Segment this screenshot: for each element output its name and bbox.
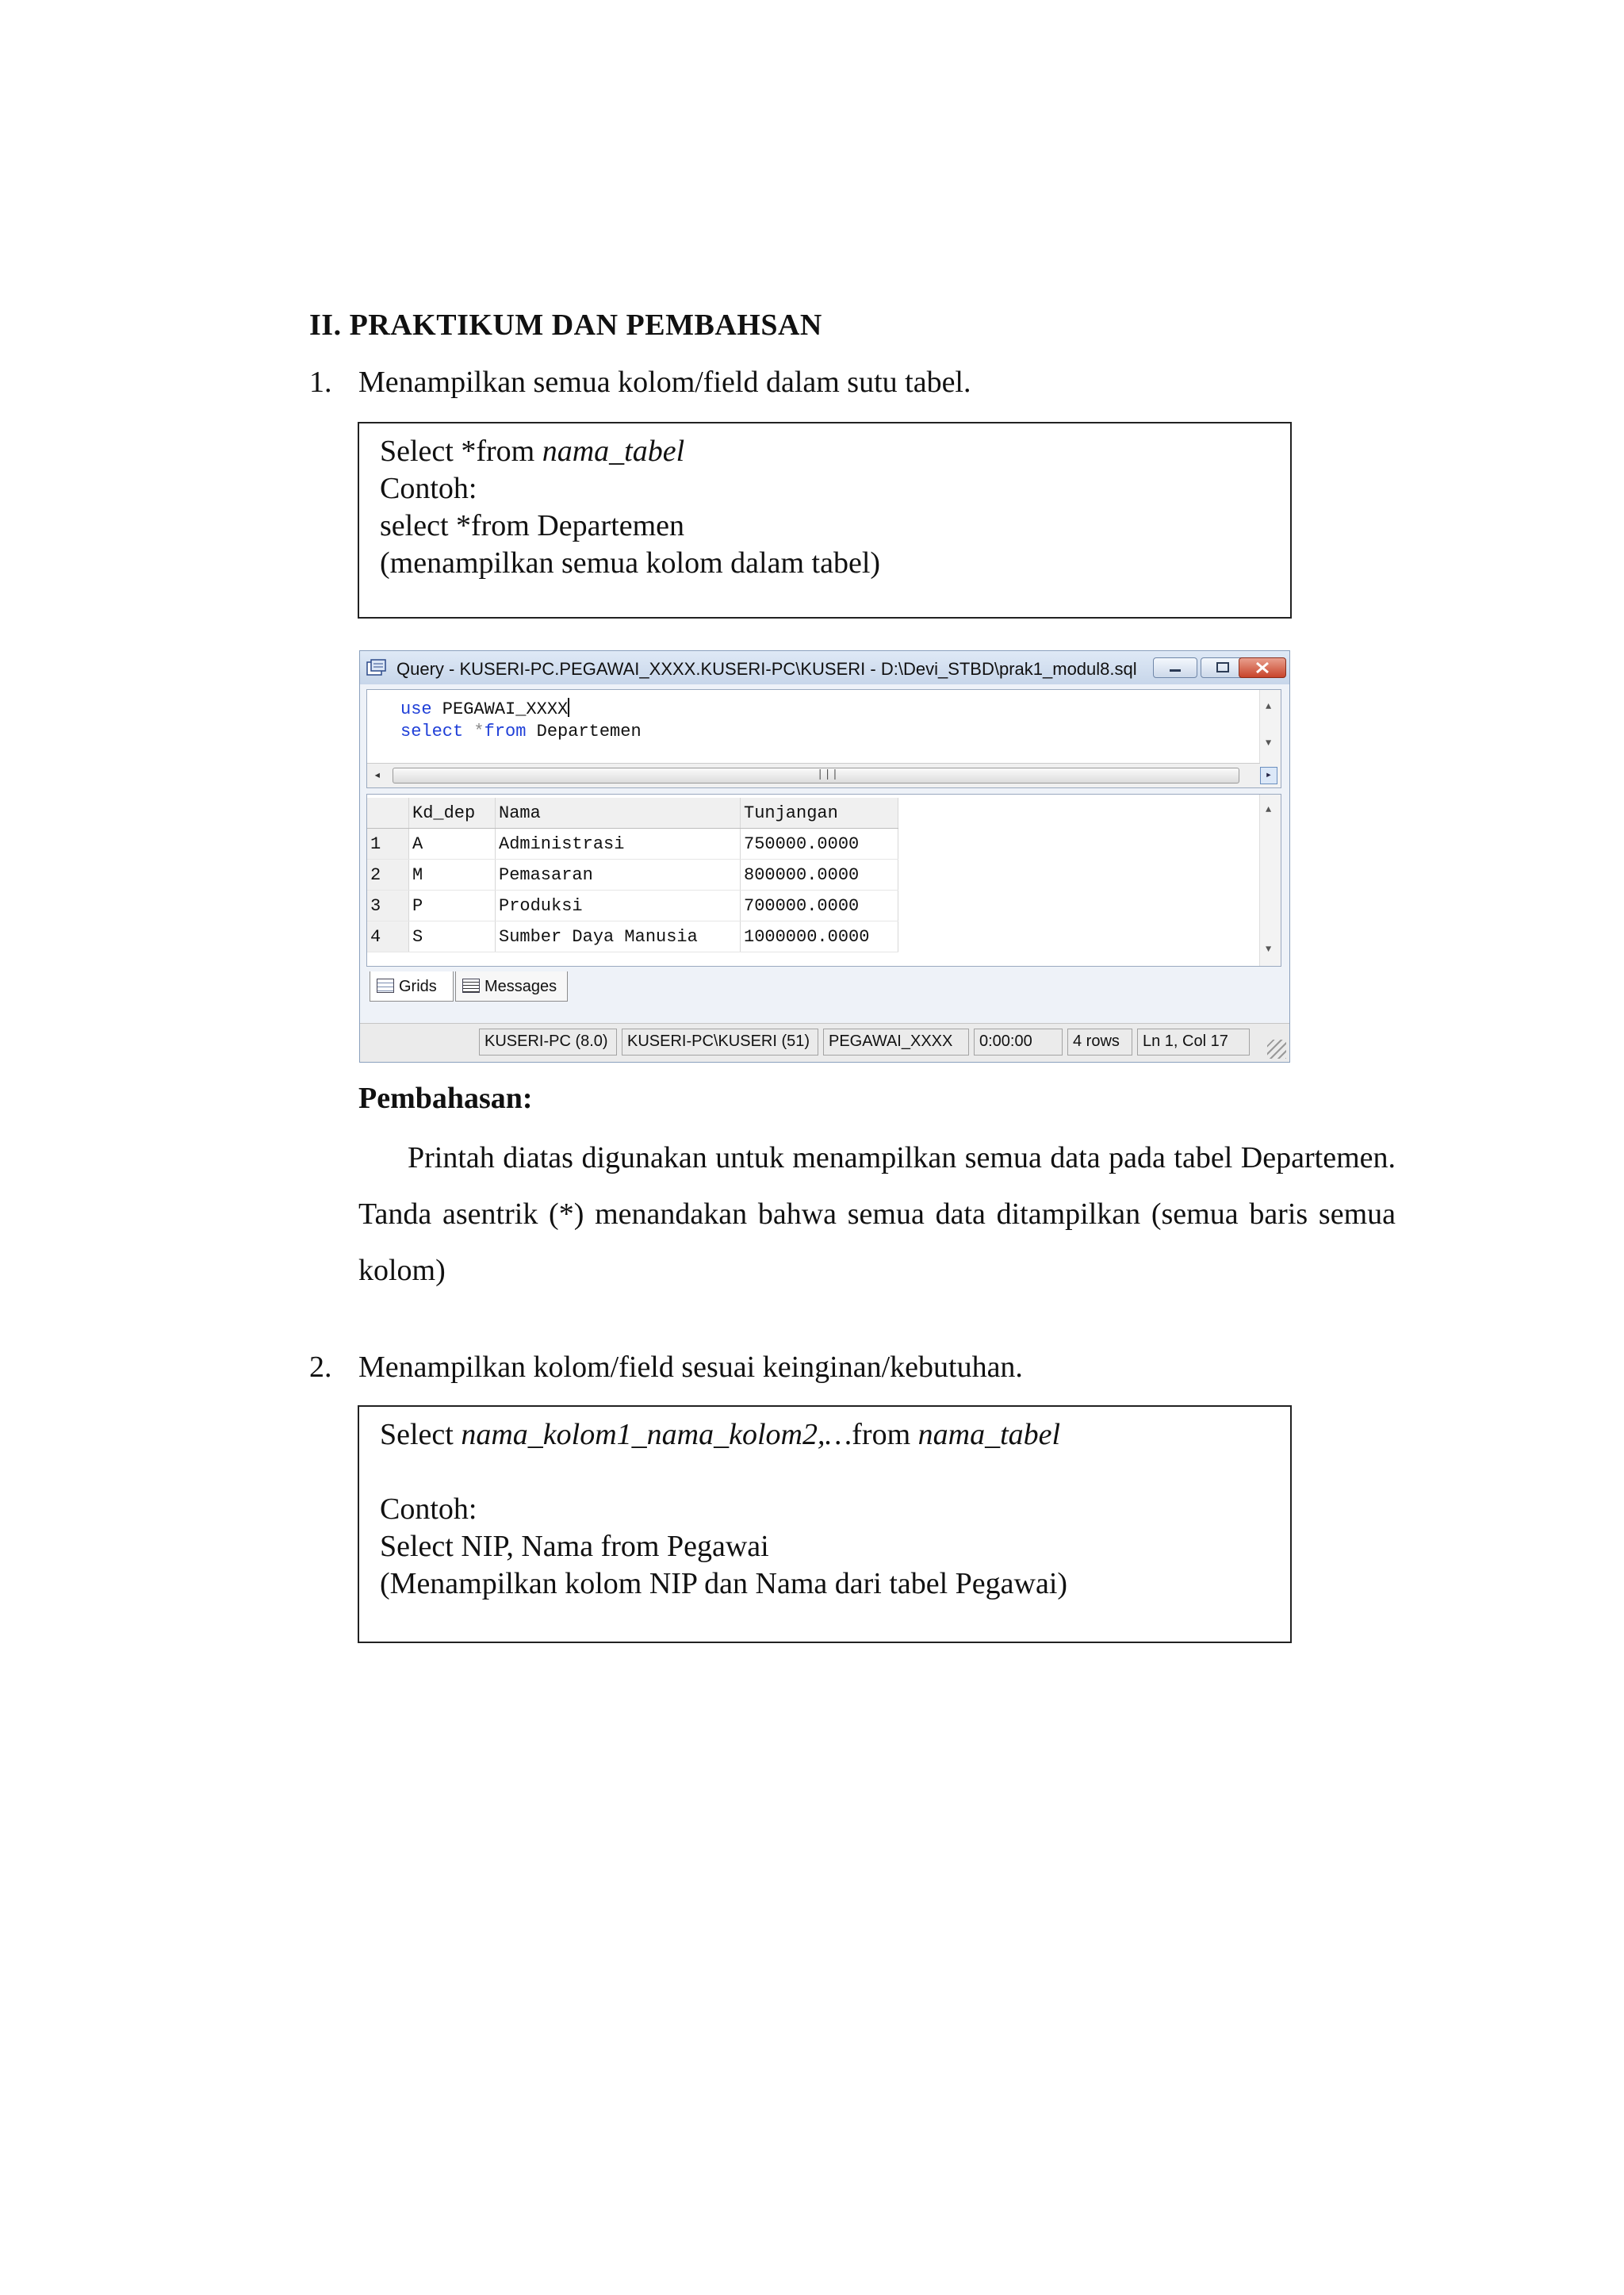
results-grid[interactable] (366, 794, 1281, 967)
minimize-button[interactable] (1153, 657, 1197, 678)
results-table (367, 798, 898, 952)
table-row[interactable] (367, 829, 898, 860)
grip-icon: ||| (817, 768, 840, 781)
table-header-row (367, 798, 898, 829)
example-label: Contoh: (380, 472, 477, 505)
keyword-from: from (484, 722, 527, 741)
keyword-use: use (400, 699, 432, 719)
list-number: 2. (309, 1351, 332, 1384)
close-button[interactable] (1239, 657, 1286, 678)
maximize-icon (1201, 658, 1244, 677)
status-bar (360, 1023, 1289, 1062)
example-query: select *from Departemen (380, 509, 685, 542)
syntax-placeholder: nama_tabel (917, 1418, 1061, 1451)
scroll-left-icon[interactable]: ◂ (373, 768, 381, 783)
list-text: Menampilkan kolom/field sesuai keinginan/kebutuhan. (358, 1351, 1023, 1384)
syntax-text: Select *from (380, 435, 542, 468)
syntax-text: from (852, 1418, 918, 1451)
status-server: KUSERI-PC (8.0) (479, 1029, 617, 1056)
cell-tunjangan[interactable]: 800000.0000 (741, 860, 898, 891)
column-header[interactable]: Kd_dep (409, 798, 496, 829)
grid-vertical-scrollbar[interactable] (1259, 795, 1281, 966)
example-label: Contoh: (380, 1492, 477, 1526)
cell-tunjangan[interactable]: 750000.0000 (741, 829, 898, 860)
status-elapsed-time: 0:00:00 (974, 1029, 1063, 1056)
cell-kd-dep[interactable]: S (409, 921, 496, 952)
text-cursor (568, 698, 569, 717)
sql-editor[interactable] (366, 689, 1281, 788)
table-row[interactable] (367, 860, 898, 891)
scroll-right-icon[interactable]: ▸ (1260, 767, 1277, 784)
grid-icon (377, 979, 394, 993)
list-text: Menampilkan semua kolom/field dalam sutu tabel. (358, 366, 971, 399)
section-heading: II. PRAKTIKUM DAN PEMBAHSAN (309, 308, 822, 342)
status-user: KUSERI-PC\KUSERI (51) (622, 1029, 818, 1056)
row-number: 1 (367, 829, 409, 860)
scroll-down-icon[interactable]: ▼ (1266, 944, 1272, 955)
scroll-up-icon[interactable]: ▲ (1266, 804, 1272, 815)
table-name: Departemen (526, 722, 642, 741)
status-cursor-position: Ln 1, Col 17 (1137, 1029, 1250, 1056)
cell-nama[interactable]: Sumber Daya Manusia (496, 921, 741, 952)
keyword-select: select (400, 722, 464, 741)
cell-tunjangan[interactable]: 700000.0000 (741, 891, 898, 921)
cell-kd-dep[interactable]: M (409, 860, 496, 891)
column-header[interactable]: Nama (496, 798, 741, 829)
scroll-down-icon[interactable]: ▼ (1266, 738, 1272, 749)
scrollbar-thumb[interactable] (393, 768, 1239, 784)
cell-kd-dep[interactable]: P (409, 891, 496, 921)
cell-kd-dep[interactable]: A (409, 829, 496, 860)
resize-grip-icon[interactable] (1267, 1040, 1286, 1059)
cell-nama[interactable]: Produksi (496, 891, 741, 921)
syntax-box-2 (358, 1405, 1292, 1643)
discussion-title: Pembahasan: (358, 1082, 533, 1115)
syntax-line (380, 1416, 1290, 1454)
table-row[interactable] (367, 921, 898, 952)
tab-label: Grids (399, 978, 437, 995)
syntax-line (380, 433, 1290, 470)
cell-tunjangan[interactable]: 1000000.0000 (741, 921, 898, 952)
row-number: 2 (367, 860, 409, 891)
blank-line (380, 1454, 1290, 1491)
status-database: PEGAWAI_XXXX (823, 1029, 969, 1056)
tab-messages[interactable] (455, 971, 568, 1002)
row-number-header (367, 798, 409, 829)
example-query: Select NIP, Nama from Pegawai (380, 1530, 769, 1563)
editor-horizontal-scrollbar[interactable] (367, 763, 1273, 787)
syntax-text: Select (380, 1418, 462, 1451)
list-number: 1. (309, 366, 332, 399)
scroll-up-icon[interactable]: ▲ (1266, 701, 1272, 712)
tab-grids[interactable] (370, 971, 454, 1002)
row-number: 3 (367, 891, 409, 921)
code-line-2 (400, 722, 642, 741)
window-titlebar (360, 651, 1289, 684)
database-name: PEGAWAI_XXXX (431, 699, 569, 719)
cell-nama[interactable]: Pemasaran (496, 860, 741, 891)
table-row[interactable] (367, 891, 898, 921)
column-header[interactable]: Tunjangan (741, 798, 898, 829)
tab-label: Messages (485, 978, 557, 995)
query-window-icon (366, 659, 387, 676)
minimize-icon (1154, 658, 1197, 677)
example-note: (menampilkan semua kolom dalam tabel) (380, 546, 881, 580)
code-line-1 (400, 698, 569, 719)
asterisk-operator: * (463, 722, 485, 741)
discussion-paragraph: Printah diatas digunakan untuk menampilkan semua data pada tabel Departemen. Tanda asentrik (*) menandakan bahwa semua data ditampilkan (semua baris semua kolom) (358, 1141, 1396, 1287)
syntax-placeholder: nama_kolom1_nama_kolom2,… (461, 1418, 852, 1451)
example-note: (Menampilkan kolom NIP dan Nama dari tabel Pegawai) (380, 1567, 1068, 1600)
row-number: 4 (367, 921, 409, 952)
status-row-count: 4 rows (1067, 1029, 1132, 1056)
query-window-screenshot (359, 650, 1290, 1063)
cell-nama[interactable]: Administrasi (496, 829, 741, 860)
window-title: Query - KUSERI-PC.PEGAWAI_XXXX.KUSERI-PC\KUSERI - D:\Devi_STBD\prak1_modul8.sql (396, 659, 1137, 679)
syntax-placeholder: nama_tabel (542, 435, 685, 468)
syntax-box-1 (358, 422, 1292, 619)
messages-icon (462, 979, 480, 993)
close-icon (1239, 658, 1285, 677)
